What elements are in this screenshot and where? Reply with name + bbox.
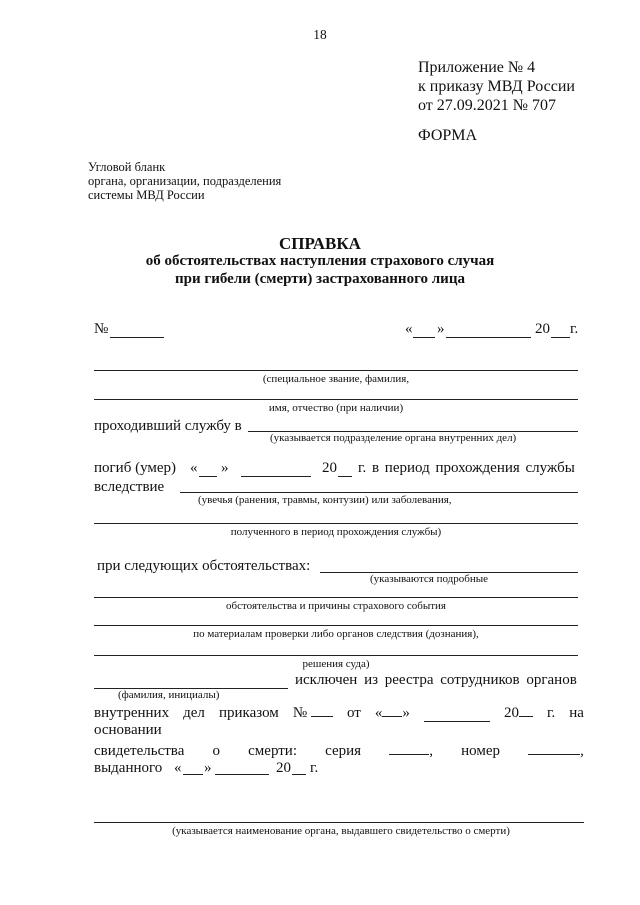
hint-period: полученного в период прохождения службы) xyxy=(230,526,442,538)
number-word: номер xyxy=(461,743,501,759)
number-field[interactable] xyxy=(110,337,164,338)
order-na: на xyxy=(569,705,584,721)
died-month-field[interactable] xyxy=(241,476,311,477)
order-month-field[interactable] xyxy=(424,708,490,722)
due-to-label: вследствие xyxy=(94,479,165,495)
name-field[interactable] xyxy=(94,399,578,400)
circumstances-field-2[interactable] xyxy=(94,597,578,598)
order-date-group: « » xyxy=(374,705,410,721)
died-open-quote: « xyxy=(190,460,198,476)
period-text: г. в период прохождения службы xyxy=(358,460,575,476)
hint-injury: (увечья (ранения, травмы, контузии) или заболевания, xyxy=(198,494,452,506)
order-year-field[interactable] xyxy=(519,703,533,717)
date-open-quote: « xyxy=(405,321,413,337)
cause-field-2[interactable] xyxy=(94,523,578,524)
order-year-group: 20 xyxy=(504,703,533,722)
issued-year-field[interactable] xyxy=(292,774,306,775)
internal-word-3: приказом xyxy=(218,705,279,721)
document-title: СПРАВКА xyxy=(279,234,361,253)
hint-unit: (указывается подразделение органа внутренних дел) xyxy=(270,432,517,444)
died-label: погиб (умер) xyxy=(94,460,177,476)
hint-detail: (указываются подробные xyxy=(370,573,489,585)
order-year-suffix: г. xyxy=(547,705,556,721)
issued-open-quote: « xyxy=(174,760,182,776)
internal-word-1: внутренних xyxy=(94,705,170,721)
corner-line-1: Угловой бланк xyxy=(88,160,166,174)
document-subtitle-1: об обстоятельствах наступления страхового случая xyxy=(145,253,495,269)
hint-causes: обстоятельства и причины страхового события xyxy=(226,600,446,612)
page-number: 18 xyxy=(313,27,327,42)
order-day-field[interactable] xyxy=(382,703,402,717)
served-in-label: проходивший службу в xyxy=(94,418,242,434)
circumstances-field-3[interactable] xyxy=(94,625,578,626)
circumstances-label: при следующих обстоятельствах: xyxy=(97,558,311,574)
series-label: серия xyxy=(325,743,362,759)
cert-number-group: , xyxy=(528,741,584,760)
order-row xyxy=(94,703,584,722)
order-number-field[interactable] xyxy=(311,703,333,717)
cert-word-1: свидетельства xyxy=(94,743,185,759)
rank-field[interactable] xyxy=(94,370,578,371)
series-group: , xyxy=(389,741,433,760)
hint-court: решения суда) xyxy=(302,658,370,670)
appendix-line-2: к приказу МВД России xyxy=(418,78,575,95)
order-number-label: № xyxy=(292,705,308,721)
issued-label: выданного xyxy=(94,760,163,776)
basis-label: основании xyxy=(94,722,162,738)
internal-word-2: дел xyxy=(183,705,205,721)
document-subtitle-2: при гибели (смерти) застрахованного лица xyxy=(175,271,465,287)
date-year-prefix: 20 xyxy=(535,321,550,337)
certificate-row xyxy=(94,741,584,760)
corner-line-3: системы МВД России xyxy=(88,188,205,202)
date-month-field[interactable] xyxy=(446,337,531,338)
appendix-line-1: Приложение № 4 xyxy=(418,59,536,76)
excluded-text: исключен из реестра сотрудников органов xyxy=(295,672,577,688)
cert-word-2: о xyxy=(212,743,220,759)
cert-word-3: смерти: xyxy=(248,743,298,759)
date-year-field[interactable] xyxy=(551,337,570,338)
cert-number-field[interactable] xyxy=(528,741,580,755)
date-day-field[interactable] xyxy=(413,337,435,338)
died-close-quote: » xyxy=(221,460,229,476)
corner-line-2: органа, организации, подразделения xyxy=(88,174,282,188)
issuer-field[interactable] xyxy=(94,822,584,823)
hint-rank: (специальное звание, фамилия, xyxy=(262,373,410,385)
circumstances-field-4[interactable] xyxy=(94,655,578,656)
series-field[interactable] xyxy=(389,741,429,755)
died-year-prefix: 20 xyxy=(322,460,337,476)
order-number-group xyxy=(293,703,333,722)
issued-close-quote: » xyxy=(204,760,212,776)
died-day-field[interactable] xyxy=(199,476,217,477)
date-year-suffix: г. xyxy=(570,321,579,337)
order-from-label: от xyxy=(346,705,361,721)
issued-year-suffix: г. xyxy=(310,760,319,776)
hint-initials: (фамилия, инициалы) xyxy=(118,689,220,701)
appendix-line-3: от 27.09.2021 № 707 xyxy=(418,97,557,114)
died-year-field[interactable] xyxy=(338,476,352,477)
hint-materials: по материалам проверки либо органов следствия (дознания), xyxy=(193,628,479,640)
number-label: № xyxy=(94,321,109,337)
issued-month-field[interactable] xyxy=(215,774,269,775)
hint-name: имя, отчество (при наличии) xyxy=(268,402,404,414)
issued-day-field[interactable] xyxy=(183,774,203,775)
hint-issuer: (указывается наименование органа, выдавшего свидетельство о смерти) xyxy=(172,825,510,837)
cause-field[interactable] xyxy=(180,492,578,493)
issued-year-prefix: 20 xyxy=(276,760,291,776)
date-close-quote: » xyxy=(437,321,445,337)
form-label: ФОРМА xyxy=(418,127,478,144)
